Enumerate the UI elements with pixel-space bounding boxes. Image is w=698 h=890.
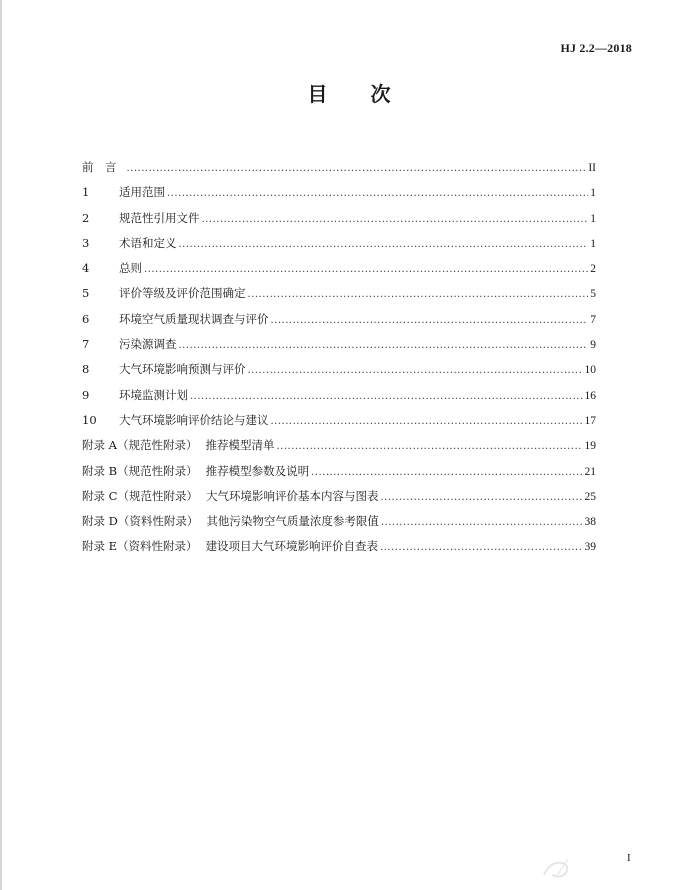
- toc-entry-number: 附录 E（资料性附录）: [82, 539, 198, 554]
- toc-entry-number: 6: [82, 311, 90, 326]
- toc-entry-label: 环境监测计划: [119, 387, 188, 402]
- toc-entry[interactable]: [82, 387, 596, 412]
- toc-entry-page: 21: [584, 465, 596, 478]
- toc-entry-appendix[interactable]: [82, 488, 596, 513]
- toc-entry[interactable]: [82, 311, 596, 336]
- toc-entry-number: 1: [82, 185, 90, 200]
- toc-entry-number: 前 言: [82, 160, 117, 174]
- toc-entry-appendix[interactable]: [82, 538, 596, 563]
- toc-leader-dots: [381, 517, 583, 528]
- toc-entry[interactable]: [82, 184, 596, 209]
- toc-entry-label: 规范性引用文件: [119, 210, 200, 225]
- toc-entry[interactable]: [82, 412, 596, 437]
- toc-entry-page: 19: [584, 440, 596, 453]
- toc-leader-dots: [248, 289, 589, 300]
- toc-entry-label: 大气环境影响预测与评价: [119, 362, 246, 377]
- toc-entry[interactable]: [82, 285, 596, 310]
- toc-entry-number: 10: [82, 412, 97, 427]
- document-code: HJ 2.2—2018: [560, 41, 632, 55]
- toc-entry-number: 2: [82, 210, 90, 225]
- toc-leader-dots: [380, 542, 582, 553]
- toc-entry-page: 2: [590, 263, 596, 276]
- toc-entry-number: 附录 B（规范性附录）: [82, 463, 198, 478]
- toc-entry-page: 38: [584, 516, 596, 529]
- page-left-edge: [0, 0, 2, 890]
- toc-entry-page: II: [588, 162, 596, 174]
- toc-leader-dots: [127, 163, 587, 174]
- toc-leader-dots: [179, 239, 589, 250]
- toc-entry-label: 污染源调查: [119, 337, 177, 352]
- toc-leader-dots: [271, 315, 589, 326]
- toc-leader-dots: [179, 340, 589, 351]
- toc-entry-number: 5: [82, 286, 90, 301]
- toc-entry-number: 附录 A（规范性附录）: [82, 438, 198, 453]
- toc-leader-dots: [167, 188, 588, 199]
- toc-entry-page: 7: [590, 313, 596, 326]
- toc-entry-label: 术语和定义: [119, 235, 177, 250]
- toc-entry-page: 16: [584, 389, 596, 402]
- toc-entry-appendix[interactable]: [82, 463, 596, 488]
- toc-entry-page: 1: [590, 187, 596, 200]
- toc-entry-page: 1: [590, 212, 596, 225]
- toc-entry-page: 39: [584, 541, 596, 554]
- toc-entry-label: 大气环境影响评价结论与建议: [119, 412, 269, 427]
- toc-entry-number: 7: [82, 337, 90, 352]
- toc-entry-page: 9: [590, 339, 596, 352]
- toc-leader-dots: [380, 492, 582, 503]
- toc-entry-page: 10: [584, 364, 596, 377]
- toc-entry-page: 1: [590, 237, 596, 250]
- watermark-icon: [540, 855, 574, 881]
- toc-entry-page: 17: [584, 414, 596, 427]
- toc-leader-dots: [276, 441, 582, 452]
- toc-leader-dots: [144, 264, 588, 275]
- toc-entry-number: 3: [82, 235, 90, 250]
- toc-entry[interactable]: [82, 210, 596, 235]
- toc-leader-dots: [271, 416, 583, 427]
- toc-entry-number: 8: [82, 362, 90, 377]
- toc-entry-label: 其他污染物空气质量浓度参考限值: [206, 514, 379, 529]
- toc-entry[interactable]: [82, 361, 596, 386]
- toc-entry-label: 环境空气质量现状调查与评价: [119, 311, 269, 326]
- toc-entry[interactable]: [82, 235, 596, 260]
- toc-entry-label: 适用范围: [119, 185, 165, 200]
- toc-entry-page: 25: [584, 490, 596, 503]
- toc-entry-foreword[interactable]: [82, 159, 596, 184]
- toc-leader-dots: [311, 467, 582, 478]
- table-of-contents: [82, 159, 596, 564]
- page-number: I: [627, 852, 631, 864]
- toc-leader-dots: [190, 391, 583, 402]
- toc-entry-appendix[interactable]: [82, 437, 596, 462]
- toc-leader-dots: [202, 214, 589, 225]
- toc-entry-number: 9: [82, 387, 90, 402]
- toc-entry-label: 建设项目大气环境影响评价自查表: [205, 539, 379, 554]
- toc-leader-dots: [248, 365, 583, 376]
- toc-entry-label: 总则: [119, 261, 142, 276]
- toc-entry-label: 评价等级及评价范围确定: [119, 286, 246, 301]
- toc-entry[interactable]: [82, 336, 596, 361]
- toc-entry-label: 推荐模型清单: [205, 438, 275, 453]
- toc-entry-page: 5: [590, 288, 596, 301]
- toc-entry-number: 4: [82, 261, 90, 276]
- toc-entry-appendix[interactable]: [82, 513, 596, 538]
- toc-entry-number: 附录 D（资料性附录）: [82, 514, 199, 529]
- page-title: 目 次: [307, 82, 409, 106]
- toc-entry-label: 推荐模型参数及说明: [205, 463, 310, 478]
- toc-entry[interactable]: [82, 260, 596, 285]
- toc-entry-number: 附录 C（规范性附录）: [82, 488, 198, 503]
- toc-entry-label: 大气环境影响评价基本内容与图表: [205, 488, 379, 503]
